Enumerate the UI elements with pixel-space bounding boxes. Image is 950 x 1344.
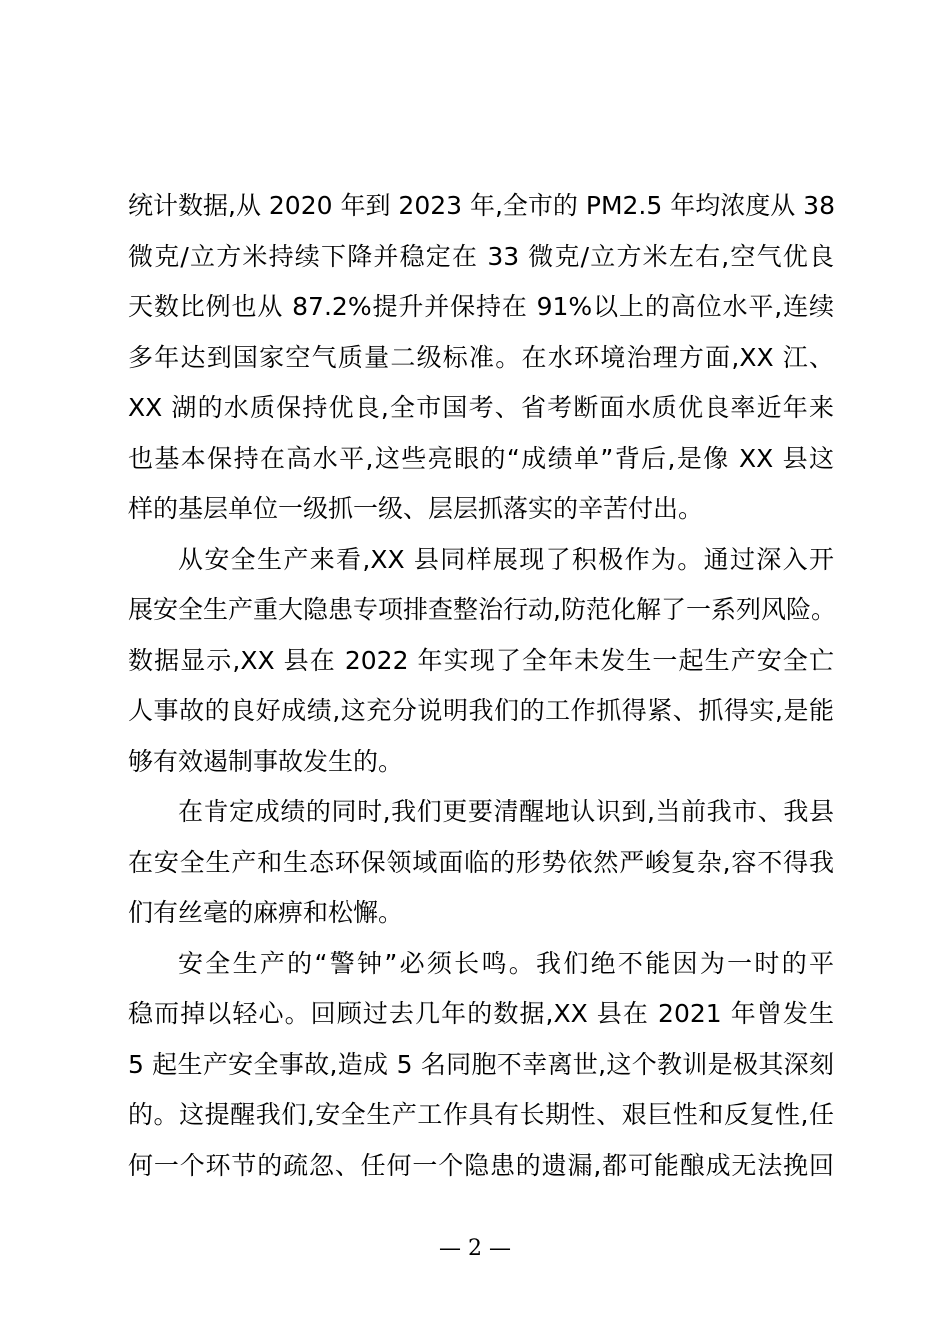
text-line: 在安全生产和生态环保领域面临的形势依然严峻复杂,容不得我 [128, 847, 834, 877]
paragraph-4 [128, 939, 834, 1192]
text-line: 们有丝毫的麻痹和松懈。 [128, 898, 404, 927]
text-line: 多年达到国家空气质量二级标准。在水环境治理方面,XX 江、 [128, 342, 834, 372]
text-line: 安全生产的“警钟”必须长鸣。我们绝不能因为一时的平 [178, 948, 834, 978]
text-line: 也基本保持在高水平,这些亮眼的“成绩单”背后,是像 XX 县这 [128, 443, 834, 473]
text-line: 数据显示,XX 县在 2022 年实现了全年未发生一起生产安全亡 [128, 645, 834, 675]
text-line: 在肯定成绩的同时,我们更要清醒地认识到,当前我市、我县 [178, 797, 834, 826]
document-body [128, 181, 834, 1191]
text-line: 统计数据,从 2020 年到 2023 年,全市的 PM2.5 年均浓度从 38 [128, 191, 835, 220]
text-line: 何一个环节的疏忽、任何一个隐患的遗漏,都可能酿成无法挽回 [128, 1150, 834, 1180]
text-line: 样的基层单位一级抓一级、层层抓落实的辛苦付出。 [128, 494, 704, 523]
text-line: 从安全生产来看,XX 县同样展现了积极作为。通过深入开 [178, 544, 834, 574]
paragraph-2 [128, 535, 834, 788]
text-line: 的。这提醒我们,安全生产工作具有长期性、艰巨性和反复性,任 [128, 1100, 834, 1129]
text-line: 天数比例也从 87.2%提升并保持在 91%以上的高位水平,连续 [128, 292, 834, 321]
text-line: 够有效遏制事故发生的。 [128, 746, 404, 776]
text-line: 展安全生产重大隐患专项排查整治行动,防范化解了一系列风险。 [128, 595, 836, 624]
text-line: 5 起生产安全事故,造成 5 名同胞不幸离世,这个教训是极其深刻 [128, 1049, 834, 1079]
paragraph-1 [128, 181, 834, 535]
text-line: 人事故的良好成绩,这充分说明我们的工作抓得紧、抓得实,是能 [128, 696, 834, 725]
text-line: XX 湖的水质保持优良,全市国考、省考断面水质优良率近年来 [128, 393, 834, 422]
text-line: 稳而掉以轻心。回顾过去几年的数据,XX 县在 2021 年曾发生 [128, 999, 834, 1028]
page-number: — 2 — [439, 1236, 511, 1261]
paragraph-3 [128, 787, 834, 939]
text-line: 微克/立方米持续下降并稳定在 33 微克/立方米左右,空气优良 [128, 241, 834, 271]
